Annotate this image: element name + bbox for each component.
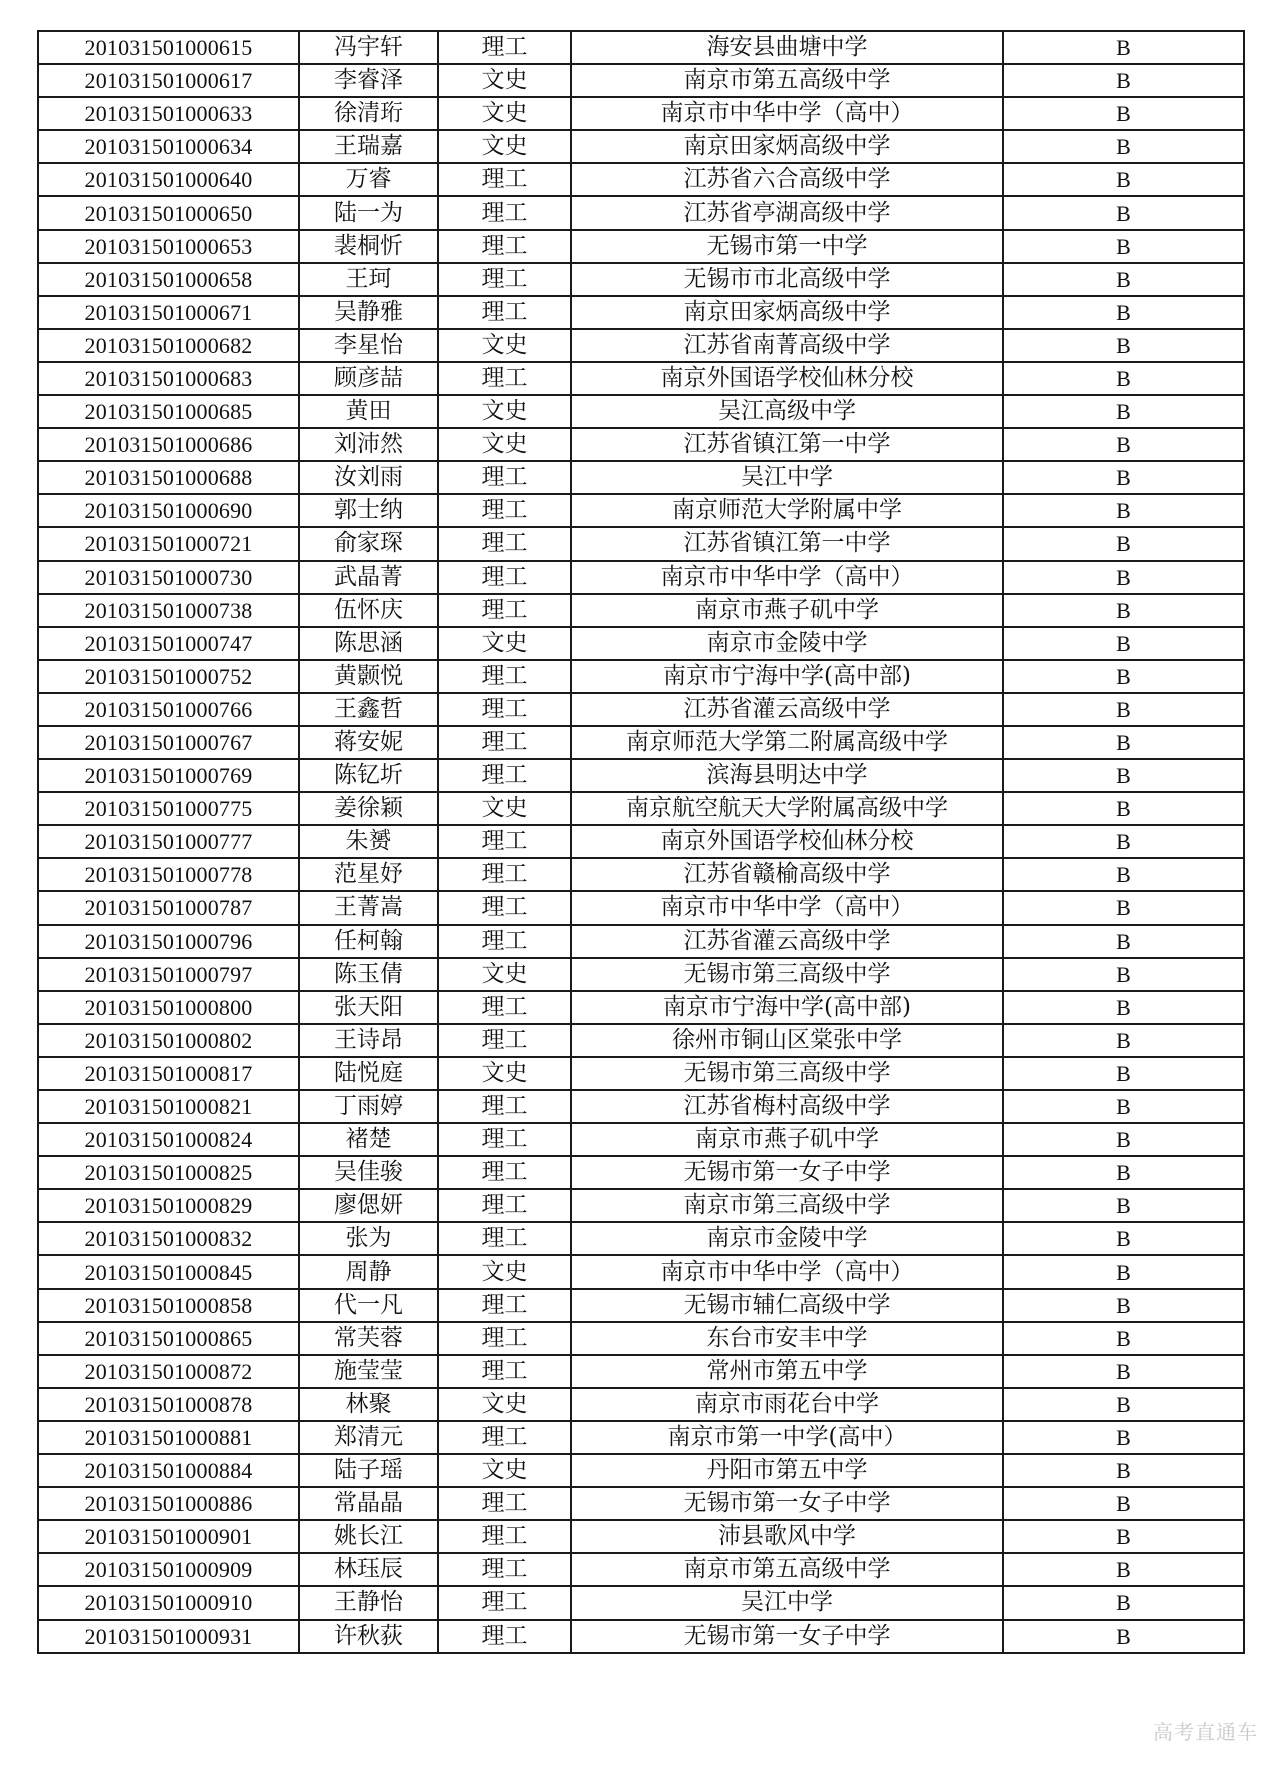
grade-cell: B <box>1003 296 1244 329</box>
school-cell: 江苏省南菁高级中学 <box>571 329 1003 362</box>
school-cell: 江苏省镇江第一中学 <box>571 428 1003 461</box>
school-cell: 南京市中华中学（高中） <box>571 1255 1003 1288</box>
track-cell: 文史 <box>438 329 571 362</box>
table-row <box>38 329 1244 362</box>
grade-cell: B <box>1003 660 1244 693</box>
student-name-cell: 黄田 <box>299 395 438 428</box>
student-name-cell: 张为 <box>299 1222 438 1255</box>
school-cell: 江苏省镇江第一中学 <box>571 527 1003 560</box>
grade-cell: B <box>1003 627 1244 660</box>
grade-cell: B <box>1003 31 1244 64</box>
table-row <box>38 1520 1244 1553</box>
grade-cell: B <box>1003 1289 1244 1322</box>
school-cell: 南京航空航天大学附属高级中学 <box>571 792 1003 825</box>
table-row <box>38 891 1244 924</box>
student-id-cell: 201031501000802 <box>38 1024 299 1057</box>
student-name-cell: 任柯翰 <box>299 925 438 958</box>
track-cell: 理工 <box>438 527 571 560</box>
school-cell: 南京田家炳高级中学 <box>571 130 1003 163</box>
grade-cell: B <box>1003 428 1244 461</box>
student-name-cell: 王鑫哲 <box>299 693 438 726</box>
school-cell: 徐州市铜山区棠张中学 <box>571 1024 1003 1057</box>
student-id-cell: 201031501000832 <box>38 1222 299 1255</box>
table-row <box>38 263 1244 296</box>
grade-cell: B <box>1003 1454 1244 1487</box>
grade-cell: B <box>1003 726 1244 759</box>
table-row <box>38 561 1244 594</box>
school-cell: 南京田家炳高级中学 <box>571 296 1003 329</box>
grade-cell: B <box>1003 1222 1244 1255</box>
table-row <box>38 1620 1244 1653</box>
grade-cell: B <box>1003 759 1244 792</box>
school-cell: 南京市第五高级中学 <box>571 64 1003 97</box>
table-row <box>38 362 1244 395</box>
table-row <box>38 925 1244 958</box>
track-cell: 理工 <box>438 1586 571 1619</box>
school-cell: 东台市安丰中学 <box>571 1322 1003 1355</box>
table-row <box>38 494 1244 527</box>
student-name-cell: 范星妤 <box>299 858 438 891</box>
student-id-cell: 201031501000682 <box>38 329 299 362</box>
student-name-cell: 顾彦喆 <box>299 362 438 395</box>
student-id-cell: 201031501000778 <box>38 858 299 891</box>
track-cell: 文史 <box>438 1388 571 1421</box>
school-cell: 南京外国语学校仙林分校 <box>571 362 1003 395</box>
roster-table <box>37 30 1245 1654</box>
student-name-cell: 施莹莹 <box>299 1355 438 1388</box>
table-row <box>38 1123 1244 1156</box>
school-cell: 南京市金陵中学 <box>571 627 1003 660</box>
student-id-cell: 201031501000685 <box>38 395 299 428</box>
school-cell: 无锡市第一女子中学 <box>571 1620 1003 1653</box>
student-id-cell: 201031501000769 <box>38 759 299 792</box>
student-name-cell: 朱赟 <box>299 825 438 858</box>
student-id-cell: 201031501000829 <box>38 1189 299 1222</box>
table-row <box>38 1057 1244 1090</box>
track-cell: 文史 <box>438 958 571 991</box>
student-id-cell: 201031501000683 <box>38 362 299 395</box>
table-row <box>38 527 1244 560</box>
student-id-cell: 201031501000824 <box>38 1123 299 1156</box>
student-name-cell: 张天阳 <box>299 991 438 1024</box>
track-cell: 理工 <box>438 494 571 527</box>
track-cell: 理工 <box>438 196 571 229</box>
student-name-cell: 万睿 <box>299 163 438 196</box>
grade-cell: B <box>1003 1322 1244 1355</box>
student-id-cell: 201031501000872 <box>38 1355 299 1388</box>
student-name-cell: 陈思涵 <box>299 627 438 660</box>
student-id-cell: 201031501000821 <box>38 1090 299 1123</box>
table-row <box>38 958 1244 991</box>
track-cell: 理工 <box>438 31 571 64</box>
table-row <box>38 1355 1244 1388</box>
student-name-cell: 陈玉倩 <box>299 958 438 991</box>
school-cell: 吴江中学 <box>571 1586 1003 1619</box>
grade-cell: B <box>1003 395 1244 428</box>
school-cell: 无锡市第一女子中学 <box>571 1156 1003 1189</box>
student-name-cell: 姚长江 <box>299 1520 438 1553</box>
student-name-cell: 吴静雅 <box>299 296 438 329</box>
student-name-cell: 陆一为 <box>299 196 438 229</box>
school-cell: 南京市第一中学(高中） <box>571 1421 1003 1454</box>
student-id-cell: 201031501000858 <box>38 1289 299 1322</box>
grade-cell: B <box>1003 1255 1244 1288</box>
track-cell: 理工 <box>438 1322 571 1355</box>
track-cell: 文史 <box>438 395 571 428</box>
grade-cell: B <box>1003 958 1244 991</box>
student-name-cell: 王瑞嘉 <box>299 130 438 163</box>
school-cell: 南京市雨花台中学 <box>571 1388 1003 1421</box>
track-cell: 理工 <box>438 263 571 296</box>
table-row <box>38 627 1244 660</box>
student-id-cell: 201031501000886 <box>38 1487 299 1520</box>
table-row <box>38 1255 1244 1288</box>
track-cell: 理工 <box>438 1355 571 1388</box>
track-cell: 理工 <box>438 1421 571 1454</box>
grade-cell: B <box>1003 163 1244 196</box>
student-name-cell: 郑清元 <box>299 1421 438 1454</box>
table-row <box>38 461 1244 494</box>
track-cell: 理工 <box>438 1156 571 1189</box>
track-cell: 理工 <box>438 1189 571 1222</box>
student-id-cell: 201031501000615 <box>38 31 299 64</box>
student-name-cell: 常芙蓉 <box>299 1322 438 1355</box>
track-cell: 理工 <box>438 594 571 627</box>
school-cell: 南京市金陵中学 <box>571 1222 1003 1255</box>
grade-cell: B <box>1003 1189 1244 1222</box>
student-name-cell: 裴桐忻 <box>299 230 438 263</box>
grade-cell: B <box>1003 991 1244 1024</box>
table-row <box>38 792 1244 825</box>
student-name-cell: 陈钇圻 <box>299 759 438 792</box>
table-row <box>38 1322 1244 1355</box>
student-id-cell: 201031501000787 <box>38 891 299 924</box>
grade-cell: B <box>1003 64 1244 97</box>
table-row <box>38 660 1244 693</box>
grade-cell: B <box>1003 1520 1244 1553</box>
student-name-cell: 俞家琛 <box>299 527 438 560</box>
student-id-cell: 201031501000671 <box>38 296 299 329</box>
school-cell: 江苏省梅村高级中学 <box>571 1090 1003 1123</box>
student-name-cell: 林聚 <box>299 1388 438 1421</box>
grade-cell: B <box>1003 1388 1244 1421</box>
track-cell: 文史 <box>438 627 571 660</box>
student-id-cell: 201031501000653 <box>38 230 299 263</box>
grade-cell: B <box>1003 1156 1244 1189</box>
student-name-cell: 武晶菁 <box>299 561 438 594</box>
school-cell: 南京市燕子矶中学 <box>571 1123 1003 1156</box>
school-cell: 吴江高级中学 <box>571 395 1003 428</box>
grade-cell: B <box>1003 594 1244 627</box>
track-cell: 理工 <box>438 991 571 1024</box>
school-cell: 南京市中华中学（高中） <box>571 97 1003 130</box>
student-id-cell: 201031501000650 <box>38 196 299 229</box>
table-row <box>38 296 1244 329</box>
student-id-cell: 201031501000800 <box>38 991 299 1024</box>
table-row <box>38 163 1244 196</box>
table-row <box>38 395 1244 428</box>
school-cell: 无锡市第三高级中学 <box>571 958 1003 991</box>
student-name-cell: 汝刘雨 <box>299 461 438 494</box>
student-name-cell: 王静怡 <box>299 1586 438 1619</box>
table-row <box>38 726 1244 759</box>
student-id-cell: 201031501000730 <box>38 561 299 594</box>
student-id-cell: 201031501000688 <box>38 461 299 494</box>
student-id-cell: 201031501000878 <box>38 1388 299 1421</box>
grade-cell: B <box>1003 858 1244 891</box>
student-id-cell: 201031501000817 <box>38 1057 299 1090</box>
student-id-cell: 201031501000845 <box>38 1255 299 1288</box>
student-name-cell: 冯宇轩 <box>299 31 438 64</box>
student-id-cell: 201031501000796 <box>38 925 299 958</box>
table-row <box>38 130 1244 163</box>
student-name-cell: 李睿泽 <box>299 64 438 97</box>
track-cell: 理工 <box>438 1123 571 1156</box>
school-cell: 海安县曲塘中学 <box>571 31 1003 64</box>
student-name-cell: 蒋安妮 <box>299 726 438 759</box>
grade-cell: B <box>1003 1024 1244 1057</box>
school-cell: 江苏省亭湖高级中学 <box>571 196 1003 229</box>
student-id-cell: 201031501000721 <box>38 527 299 560</box>
table-row <box>38 693 1244 726</box>
table-row <box>38 428 1244 461</box>
student-id-cell: 201031501000633 <box>38 97 299 130</box>
student-name-cell: 丁雨婷 <box>299 1090 438 1123</box>
student-id-cell: 201031501000775 <box>38 792 299 825</box>
table-row <box>38 97 1244 130</box>
student-id-cell: 201031501000865 <box>38 1322 299 1355</box>
track-cell: 文史 <box>438 792 571 825</box>
student-id-cell: 201031501000766 <box>38 693 299 726</box>
table-row <box>38 1222 1244 1255</box>
school-cell: 沛县歌风中学 <box>571 1520 1003 1553</box>
roster-body <box>38 31 1244 1653</box>
student-id-cell: 201031501000690 <box>38 494 299 527</box>
grade-cell: B <box>1003 196 1244 229</box>
table-row <box>38 64 1244 97</box>
grade-cell: B <box>1003 891 1244 924</box>
school-cell: 南京市宁海中学(高中部) <box>571 991 1003 1024</box>
school-cell: 江苏省灌云高级中学 <box>571 693 1003 726</box>
student-name-cell: 伍怀庆 <box>299 594 438 627</box>
student-name-cell: 林珏辰 <box>299 1553 438 1586</box>
student-id-cell: 201031501000777 <box>38 825 299 858</box>
school-cell: 无锡市第三高级中学 <box>571 1057 1003 1090</box>
track-cell: 理工 <box>438 230 571 263</box>
grade-cell: B <box>1003 1586 1244 1619</box>
grade-cell: B <box>1003 925 1244 958</box>
student-name-cell: 代一凡 <box>299 1289 438 1322</box>
track-cell: 文史 <box>438 130 571 163</box>
table-row <box>38 1189 1244 1222</box>
grade-cell: B <box>1003 130 1244 163</box>
track-cell: 理工 <box>438 825 571 858</box>
table-row <box>38 825 1244 858</box>
track-cell: 文史 <box>438 97 571 130</box>
table-row <box>38 1024 1244 1057</box>
student-id-cell: 201031501000686 <box>38 428 299 461</box>
school-cell: 南京市第五高级中学 <box>571 1553 1003 1586</box>
grade-cell: B <box>1003 97 1244 130</box>
track-cell: 理工 <box>438 858 571 891</box>
grade-cell: B <box>1003 792 1244 825</box>
grade-cell: B <box>1003 362 1244 395</box>
school-cell: 南京师范大学附属中学 <box>571 494 1003 527</box>
track-cell: 理工 <box>438 362 571 395</box>
school-cell: 常州市第五中学 <box>571 1355 1003 1388</box>
track-cell: 理工 <box>438 1222 571 1255</box>
track-cell: 理工 <box>438 1090 571 1123</box>
student-id-cell: 201031501000881 <box>38 1421 299 1454</box>
student-id-cell: 201031501000901 <box>38 1520 299 1553</box>
school-cell: 江苏省赣榆高级中学 <box>571 858 1003 891</box>
track-cell: 理工 <box>438 660 571 693</box>
track-cell: 文史 <box>438 64 571 97</box>
grade-cell: B <box>1003 494 1244 527</box>
school-cell: 无锡市市北高级中学 <box>571 263 1003 296</box>
student-id-cell: 201031501000909 <box>38 1553 299 1586</box>
track-cell: 理工 <box>438 1487 571 1520</box>
student-id-cell: 201031501000617 <box>38 64 299 97</box>
grade-cell: B <box>1003 561 1244 594</box>
track-cell: 理工 <box>438 759 571 792</box>
school-cell: 南京市中华中学（高中） <box>571 891 1003 924</box>
track-cell: 理工 <box>438 1024 571 1057</box>
grade-cell: B <box>1003 1355 1244 1388</box>
watermark-text: 高考直通车 <box>1153 1720 1258 1744</box>
student-id-cell: 201031501000747 <box>38 627 299 660</box>
student-name-cell: 李星怡 <box>299 329 438 362</box>
table-row <box>38 594 1244 627</box>
table-row <box>38 196 1244 229</box>
track-cell: 理工 <box>438 1553 571 1586</box>
student-name-cell: 许秋荻 <box>299 1620 438 1653</box>
table-row <box>38 230 1244 263</box>
student-id-cell: 201031501000884 <box>38 1454 299 1487</box>
student-name-cell: 陆悦庭 <box>299 1057 438 1090</box>
student-id-cell: 201031501000931 <box>38 1620 299 1653</box>
student-name-cell: 吴佳骏 <box>299 1156 438 1189</box>
table-row <box>38 1487 1244 1520</box>
track-cell: 文史 <box>438 1255 571 1288</box>
grade-cell: B <box>1003 329 1244 362</box>
track-cell: 文史 <box>438 1057 571 1090</box>
student-name-cell: 黄颢悦 <box>299 660 438 693</box>
student-name-cell: 王珂 <box>299 263 438 296</box>
table-row <box>38 1421 1244 1454</box>
table-row <box>38 1289 1244 1322</box>
roster-sheet <box>37 30 1243 1654</box>
grade-cell: B <box>1003 527 1244 560</box>
school-cell: 江苏省六合高级中学 <box>571 163 1003 196</box>
school-cell: 南京市燕子矶中学 <box>571 594 1003 627</box>
track-cell: 文史 <box>438 1454 571 1487</box>
track-cell: 理工 <box>438 925 571 958</box>
school-cell: 无锡市第一中学 <box>571 230 1003 263</box>
table-row <box>38 1553 1244 1586</box>
table-row <box>38 1090 1244 1123</box>
student-name-cell: 姜徐颖 <box>299 792 438 825</box>
grade-cell: B <box>1003 1487 1244 1520</box>
school-cell: 南京师范大学第二附属高级中学 <box>571 726 1003 759</box>
school-cell: 南京市宁海中学(高中部) <box>571 660 1003 693</box>
student-id-cell: 201031501000738 <box>38 594 299 627</box>
track-cell: 理工 <box>438 891 571 924</box>
grade-cell: B <box>1003 461 1244 494</box>
table-row <box>38 1156 1244 1189</box>
track-cell: 理工 <box>438 1289 571 1322</box>
table-row <box>38 31 1244 64</box>
school-cell: 南京市中华中学（高中） <box>571 561 1003 594</box>
grade-cell: B <box>1003 1421 1244 1454</box>
table-row <box>38 1454 1244 1487</box>
track-cell: 理工 <box>438 1620 571 1653</box>
grade-cell: B <box>1003 1553 1244 1586</box>
student-id-cell: 201031501000797 <box>38 958 299 991</box>
track-cell: 理工 <box>438 561 571 594</box>
school-cell: 南京外国语学校仙林分校 <box>571 825 1003 858</box>
student-id-cell: 201031501000910 <box>38 1586 299 1619</box>
student-name-cell: 王诗昂 <box>299 1024 438 1057</box>
track-cell: 理工 <box>438 461 571 494</box>
student-id-cell: 201031501000634 <box>38 130 299 163</box>
school-cell: 江苏省灌云高级中学 <box>571 925 1003 958</box>
student-name-cell: 常晶晶 <box>299 1487 438 1520</box>
track-cell: 理工 <box>438 163 571 196</box>
table-row <box>38 991 1244 1024</box>
school-cell: 滨海县明达中学 <box>571 759 1003 792</box>
track-cell: 理工 <box>438 296 571 329</box>
grade-cell: B <box>1003 1123 1244 1156</box>
grade-cell: B <box>1003 263 1244 296</box>
student-id-cell: 201031501000658 <box>38 263 299 296</box>
grade-cell: B <box>1003 825 1244 858</box>
student-name-cell: 王菁嵩 <box>299 891 438 924</box>
student-name-cell: 廖偲妍 <box>299 1189 438 1222</box>
school-cell: 南京市第三高级中学 <box>571 1189 1003 1222</box>
school-cell: 吴江中学 <box>571 461 1003 494</box>
grade-cell: B <box>1003 1090 1244 1123</box>
student-name-cell: 周静 <box>299 1255 438 1288</box>
track-cell: 理工 <box>438 726 571 759</box>
school-cell: 无锡市第一女子中学 <box>571 1487 1003 1520</box>
grade-cell: B <box>1003 1057 1244 1090</box>
school-cell: 无锡市辅仁高级中学 <box>571 1289 1003 1322</box>
track-cell: 文史 <box>438 428 571 461</box>
student-name-cell: 刘沛然 <box>299 428 438 461</box>
track-cell: 理工 <box>438 1520 571 1553</box>
table-row <box>38 858 1244 891</box>
grade-cell: B <box>1003 230 1244 263</box>
student-id-cell: 201031501000752 <box>38 660 299 693</box>
table-row <box>38 759 1244 792</box>
grade-cell: B <box>1003 1620 1244 1653</box>
student-name-cell: 徐清珩 <box>299 97 438 130</box>
student-id-cell: 201031501000825 <box>38 1156 299 1189</box>
student-name-cell: 陆子瑶 <box>299 1454 438 1487</box>
grade-cell: B <box>1003 693 1244 726</box>
school-cell: 丹阳市第五中学 <box>571 1454 1003 1487</box>
student-name-cell: 郭士纳 <box>299 494 438 527</box>
table-row <box>38 1586 1244 1619</box>
track-cell: 理工 <box>438 693 571 726</box>
table-row <box>38 1388 1244 1421</box>
student-id-cell: 201031501000640 <box>38 163 299 196</box>
student-name-cell: 褚楚 <box>299 1123 438 1156</box>
student-id-cell: 201031501000767 <box>38 726 299 759</box>
